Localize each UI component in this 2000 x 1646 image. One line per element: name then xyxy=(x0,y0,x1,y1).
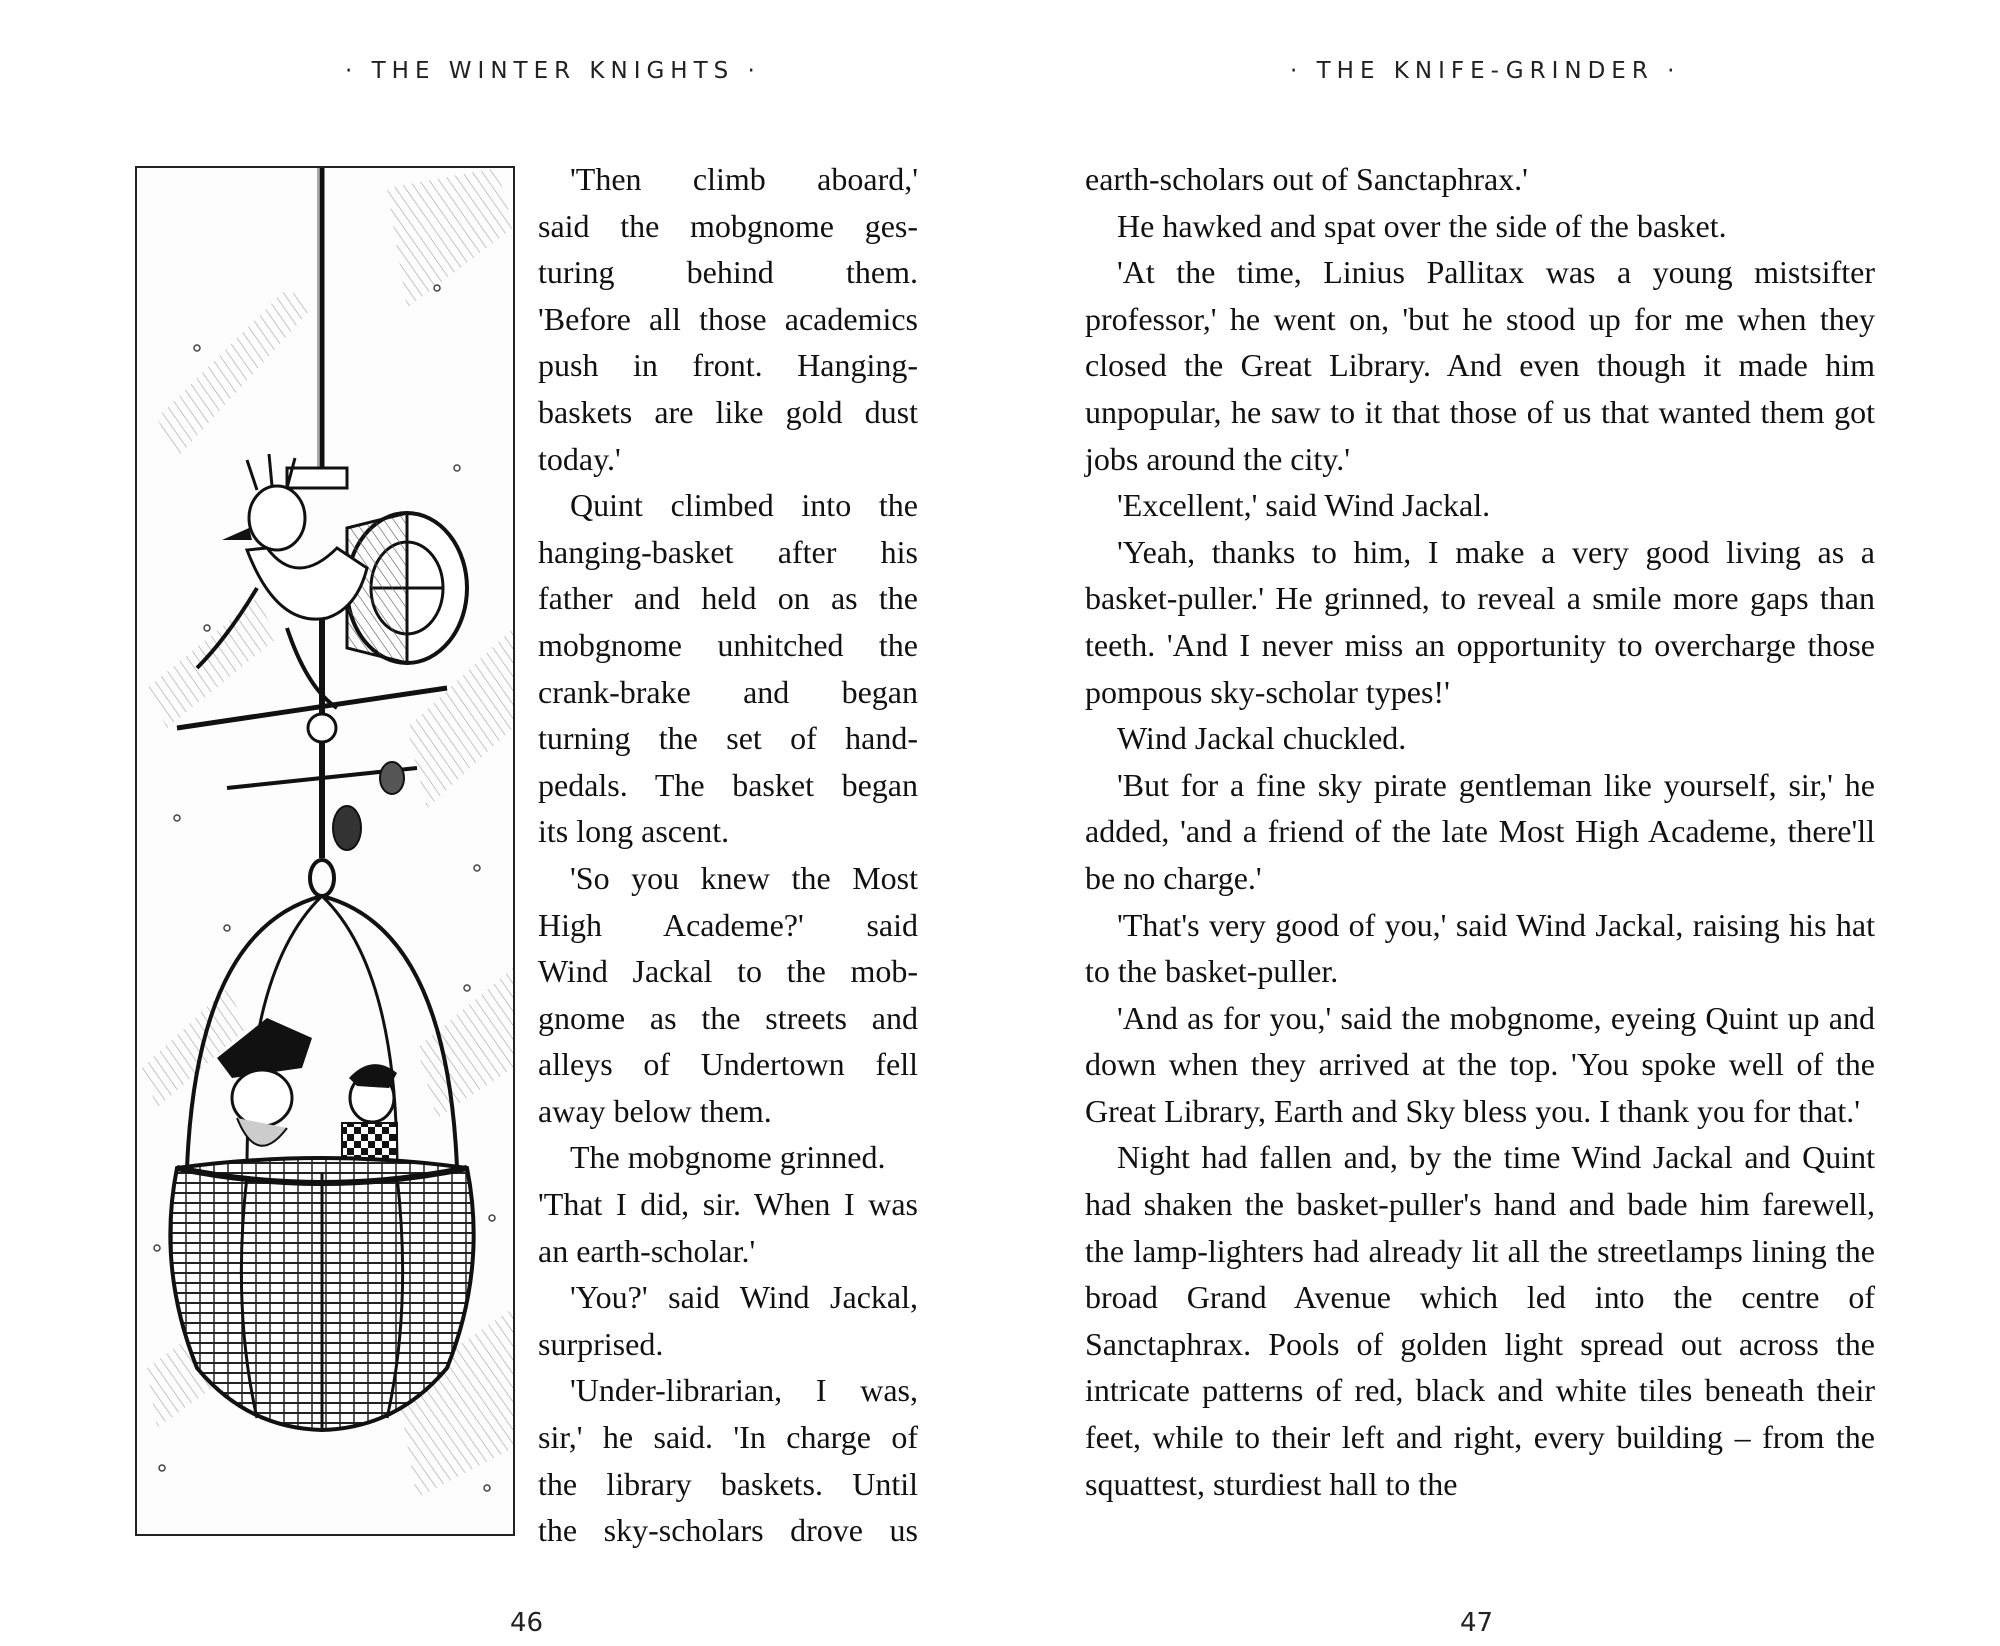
text-line: baskets are like gold dust xyxy=(538,393,918,430)
text-line: said the mobgnome ges- xyxy=(538,207,918,244)
text-line: 'That I did, sir. When I was xyxy=(538,1186,918,1223)
text-line: crank-brake and began xyxy=(538,673,918,710)
page-number-left: 46 xyxy=(510,1608,544,1638)
paragraph: Wind Jackal chuckled. xyxy=(1117,720,1407,757)
paragraph: 'Excellent,' said Wind Jackal. xyxy=(1117,487,1491,524)
paragraph: 'Yeah, thanks to him, I make a very good living as a basket-puller.' He grinned, to reveal a smile more gaps than teeth. 'And I never miss an opportunity to overcharge those pompous sky-scholar types!' xyxy=(1085,533,1875,710)
right-page-text xyxy=(1085,156,1875,1507)
text-line: 'You?' said Wind Jackal, xyxy=(570,1279,918,1316)
text-line: turing behind them. xyxy=(538,254,918,291)
running-head-right: · THE KNIFE-GRINDER · xyxy=(1290,58,1681,84)
text-line: today.' xyxy=(538,440,621,477)
paragraph: 'That's very good of you,' said Wind Jackal, raising his hat to the basket-puller. xyxy=(1085,906,1875,990)
text-line: its long ascent. xyxy=(538,813,730,850)
text-line: turning the set of hand- xyxy=(538,720,918,757)
text-line: 'So you knew the Most xyxy=(570,859,918,896)
text-line: an earth-scholar.' xyxy=(538,1232,756,1269)
text-line: pedals. The basket began xyxy=(538,766,918,803)
text-line: 'Before all those academics xyxy=(538,300,918,337)
text-line: 'Under-librarian, I was, xyxy=(570,1372,918,1409)
text-line: sir,' he said. 'In charge of xyxy=(538,1419,918,1456)
text-line: Wind Jackal to the mob- xyxy=(538,953,918,990)
running-head-left: · THE WINTER KNIGHTS · xyxy=(345,58,761,84)
text-line: High Academe?' said xyxy=(538,906,918,943)
text-line: the library baskets. Until xyxy=(538,1465,918,1502)
paragraph: 'And as for you,' said the mobgnome, eyeing Quint up and down when they arrived at the top. 'You spoke well of the Great Library, Earth and Sky bless you. I thank you for that.' xyxy=(1085,999,1875,1129)
illustration-drawing xyxy=(137,168,513,1534)
page-number-right: 47 xyxy=(1460,1608,1494,1638)
text-line: father and held on as the xyxy=(538,580,918,617)
paragraph: earth-scholars out of Sanctaphrax.' xyxy=(1085,161,1528,197)
text-line: mobgnome unhitched the xyxy=(538,626,918,663)
text-line: alleys of Undertown fell xyxy=(538,1046,918,1083)
text-line: hanging-basket after his xyxy=(538,533,918,570)
text-line: the sky-scholars drove us xyxy=(538,1512,918,1549)
paragraph: 'At the time, Linius Pallitax was a young mistsifter professor,' he went on, 'but he stood up for me when they closed the Great Library. And even though it made him unpopular, he saw to it that those of us that wanted them got jobs around the city.' xyxy=(1085,254,1875,477)
left-page-text xyxy=(538,156,918,1554)
paragraph: 'But for a fine sky pirate gentleman like yourself, sir,' he added, 'and a friend of the late Most High Academe, there'll be no charge.' xyxy=(1085,766,1875,896)
text-line: surprised. xyxy=(538,1325,664,1362)
text-line: 'Then climb aboard,' xyxy=(570,161,918,197)
text-line: away below them. xyxy=(538,1092,772,1129)
text-line: The mobgnome grinned. xyxy=(570,1139,886,1176)
text-line: gnome as the streets and xyxy=(538,999,918,1036)
paragraph: Night had fallen and, by the time Wind Jackal and Quint had shaken the basket-puller's hand and bade him farewell, the lamp-lighters had already lit all the streetlamps lining the broad Grand Avenue which led into the centre of Sanctaphrax. Pools of golden light spread out across the intricate patterns of red, black and white tiles beneath their feet, while to their left and right, every building – from the squattest, sturdiest hall to the xyxy=(1085,1139,1875,1502)
text-line: push in front. Hanging- xyxy=(538,347,918,384)
paragraph: He hawked and spat over the side of the basket. xyxy=(1117,207,1727,244)
text-line: Quint climbed into the xyxy=(570,487,918,524)
illustration-hanging-basket xyxy=(135,166,515,1536)
